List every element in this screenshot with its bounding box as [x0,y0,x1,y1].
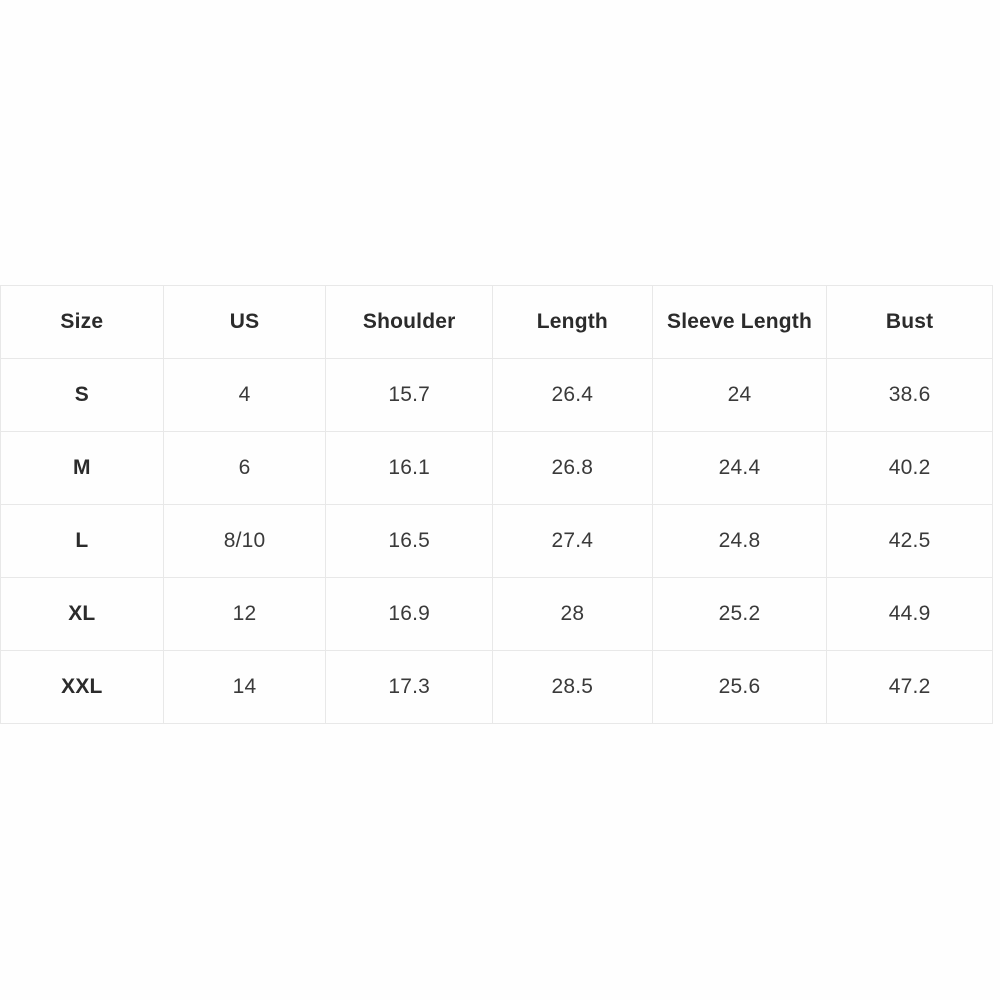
measurement-cell: 16.1 [326,432,493,505]
header-cell: Sleeve Length [652,286,827,359]
measurement-cell: 42.5 [827,505,993,578]
measurement-cell: 12 [163,578,326,651]
header-cell: US [163,286,326,359]
measurement-cell: 44.9 [827,578,993,651]
header-row [1,286,993,359]
size-label-cell: L [1,505,164,578]
measurement-cell: 16.5 [326,505,493,578]
measurement-cell: 24.8 [652,505,827,578]
header-cell: Shoulder [326,286,493,359]
measurement-cell: 4 [163,359,326,432]
header-cell: Size [1,286,164,359]
header-cell: Bust [827,286,993,359]
table-row [1,359,993,432]
measurement-cell: 8/10 [163,505,326,578]
measurement-cell: 24 [652,359,827,432]
measurement-cell: 26.4 [493,359,653,432]
measurement-cell: 40.2 [827,432,993,505]
size-label-cell: XL [1,578,164,651]
measurement-cell: 25.6 [652,651,827,724]
size-label-cell: S [1,359,164,432]
measurement-cell: 47.2 [827,651,993,724]
measurement-cell: 16.9 [326,578,493,651]
size-chart-table [0,285,993,724]
measurement-cell: 14 [163,651,326,724]
table-row [1,505,993,578]
measurement-cell: 15.7 [326,359,493,432]
table-row [1,432,993,505]
measurement-cell: 24.4 [652,432,827,505]
measurement-cell: 17.3 [326,651,493,724]
table-row [1,578,993,651]
size-label-cell: XXL [1,651,164,724]
measurement-cell: 26.8 [493,432,653,505]
measurement-cell: 6 [163,432,326,505]
header-cell: Length [493,286,653,359]
size-label-cell: M [1,432,164,505]
table-body [1,359,993,724]
measurement-cell: 28.5 [493,651,653,724]
measurement-cell: 27.4 [493,505,653,578]
table-row [1,651,993,724]
measurement-cell: 25.2 [652,578,827,651]
measurement-cell: 38.6 [827,359,993,432]
measurement-cell: 28 [493,578,653,651]
